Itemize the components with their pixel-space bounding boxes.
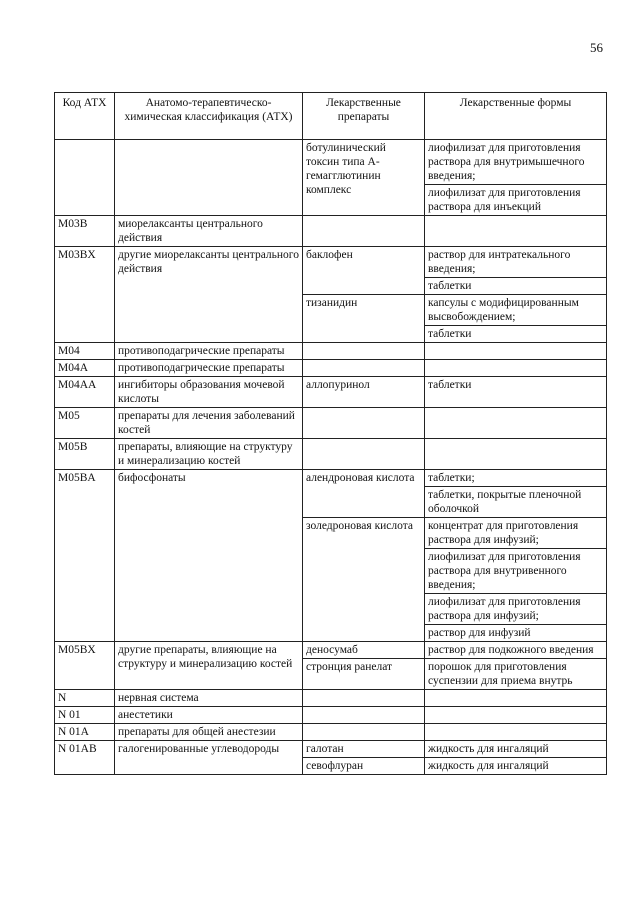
drug-name-cell — [303, 408, 425, 439]
drug-form-item: лиофилизат для приготовления раствора для инъекций — [425, 184, 606, 215]
drug-form-item — [425, 408, 606, 424]
drug-forms-list — [425, 140, 606, 215]
atx-code-cell: M05B — [55, 439, 115, 470]
drug-forms-cell — [425, 439, 607, 470]
drug-forms-list — [425, 216, 606, 232]
table-row — [55, 408, 607, 439]
atx-classification-cell: противоподагрические препараты — [115, 343, 303, 360]
drug-name-cell: севофлуран — [303, 758, 425, 775]
drug-forms-cell — [425, 470, 607, 518]
drug-forms-cell — [425, 343, 607, 360]
drug-forms-list — [425, 724, 606, 740]
drug-form-item: таблетки; — [428, 472, 475, 484]
atx-classification-cell — [115, 140, 303, 216]
drug-form-item: порошок для приготовления суспензии для приема внутрь — [428, 661, 573, 687]
atx-classification-cell: галогенированные углеводороды — [115, 741, 303, 775]
table-row — [55, 707, 607, 724]
table-row — [55, 724, 607, 741]
atx-classification-cell: ингибиторы образования мочевой кислоты — [115, 377, 303, 408]
atx-classification-cell: анестетики — [115, 707, 303, 724]
drug-forms-cell — [425, 690, 607, 707]
drug-name-cell — [303, 707, 425, 724]
drug-form-item: лиофилизат для приготовления раствора для инфузий; — [425, 593, 606, 624]
header-forms: Лекарственные формы — [425, 93, 607, 140]
drug-name-cell: баклофен — [303, 247, 425, 295]
drug-form-item: таблетки — [425, 277, 606, 294]
table-row — [55, 439, 607, 470]
drug-forms-list — [425, 439, 606, 455]
drug-form-item — [425, 707, 606, 723]
drug-name-cell: золедроновая кислота — [303, 518, 425, 642]
drug-forms-list — [425, 518, 606, 641]
header-drugs: Лекарственные препараты — [303, 93, 425, 140]
table-row — [55, 247, 607, 295]
drug-forms-list — [425, 758, 606, 774]
drug-forms-cell — [425, 216, 607, 247]
atx-code-cell: N 01AB — [55, 741, 115, 775]
atx-code-cell: M03BX — [55, 247, 115, 343]
drug-name-cell — [303, 690, 425, 707]
drug-form-item — [425, 690, 606, 706]
atx-classification-cell: миорелаксанты центрального действия — [115, 216, 303, 247]
atx-code-cell: M05 — [55, 408, 115, 439]
table-row — [55, 216, 607, 247]
drug-forms-list — [425, 470, 606, 517]
drug-forms-list — [425, 360, 606, 376]
drug-forms-cell — [425, 707, 607, 724]
atx-table — [54, 92, 607, 775]
drug-forms-cell — [425, 758, 607, 775]
atx-classification-cell: препараты, влияющие на структуру и минерализацию костей — [115, 439, 303, 470]
table-row — [55, 642, 607, 659]
drug-forms-list — [425, 741, 606, 757]
drug-forms-list — [425, 408, 606, 424]
drug-form-item: лиофилизат для приготовления раствора для внутривенного введения; — [425, 548, 606, 593]
drug-name-cell: стронция ранелат — [303, 659, 425, 690]
drug-forms-cell — [425, 518, 607, 642]
drug-forms-list — [425, 295, 606, 342]
drug-forms-cell — [425, 247, 607, 295]
atx-code-cell: M04AA — [55, 377, 115, 408]
table-row — [55, 690, 607, 707]
atx-classification-cell: бифосфонаты — [115, 470, 303, 642]
atx-code-cell: M05BA — [55, 470, 115, 642]
drug-name-cell — [303, 216, 425, 247]
atx-classification-cell: препараты для общей анестезии — [115, 724, 303, 741]
atx-code-cell: N 01 — [55, 707, 115, 724]
table-row — [55, 360, 607, 377]
drug-name-cell: аллопуринол — [303, 377, 425, 408]
table-row — [55, 741, 607, 758]
drug-form-item — [425, 216, 606, 232]
drug-form-item: жидкость для ингаляций — [428, 760, 549, 772]
drug-form-item: капсулы с модифицированным высвобождением; — [428, 297, 579, 323]
drug-forms-cell — [425, 724, 607, 741]
drug-name-cell — [303, 360, 425, 377]
drug-forms-cell — [425, 659, 607, 690]
header-code: Код АТХ — [55, 93, 115, 140]
drug-name-cell: алендроновая кислота — [303, 470, 425, 518]
drug-forms-cell — [425, 642, 607, 659]
table-row — [55, 470, 607, 518]
drug-forms-list — [425, 659, 606, 689]
drug-form-item: таблетки, покрытые пленочной оболочкой — [425, 486, 606, 517]
drug-form-item: концентрат для приготовления раствора для инфузий; — [428, 520, 579, 546]
drug-forms-cell — [425, 741, 607, 758]
drug-name-cell — [303, 343, 425, 360]
atx-code-cell: M04A — [55, 360, 115, 377]
drug-forms-cell — [425, 360, 607, 377]
drug-forms-cell — [425, 295, 607, 343]
atx-classification-cell: противоподагрические препараты — [115, 360, 303, 377]
drug-name-cell — [303, 724, 425, 741]
drug-form-item: лиофилизат для приготовления раствора для внутримышечного введения; — [428, 142, 585, 182]
atx-code-cell — [55, 140, 115, 216]
atx-code-cell: N 01A — [55, 724, 115, 741]
drug-forms-list — [425, 247, 606, 294]
drug-form-item — [425, 360, 606, 376]
drug-form-item — [425, 724, 606, 740]
drug-form-item: жидкость для ингаляций — [428, 743, 549, 755]
drug-forms-list — [425, 642, 606, 658]
drug-form-item: раствор для интратекального введения; — [428, 249, 571, 275]
drug-forms-list — [425, 707, 606, 723]
table-row — [55, 343, 607, 360]
drug-forms-list — [425, 343, 606, 359]
atx-classification-cell: другие миорелаксанты центрального действия — [115, 247, 303, 343]
drug-form-item: таблетки — [425, 325, 606, 342]
header-classification: Анатомо-терапевтическо-химическая классификация (АТХ) — [115, 93, 303, 140]
drug-forms-list — [425, 377, 606, 393]
drug-form-item: раствор для инфузий — [425, 624, 606, 641]
drug-name-cell: деносумаб — [303, 642, 425, 659]
atx-code-cell: M05BX — [55, 642, 115, 690]
drug-forms-list — [425, 690, 606, 706]
drug-form-item: раствор для подкожного введения — [428, 644, 594, 656]
drug-form-item: таблетки — [428, 379, 472, 391]
table-row — [55, 377, 607, 408]
atx-classification-cell: препараты для лечения заболеваний костей — [115, 408, 303, 439]
table-header-row — [55, 93, 607, 140]
table-body — [55, 140, 607, 775]
atx-code-cell: N — [55, 690, 115, 707]
atx-code-cell: M04 — [55, 343, 115, 360]
table-row — [55, 140, 607, 216]
drug-form-item — [425, 439, 606, 455]
atx-classification-cell: другие препараты, влияющие на структуру и минерализацию костей — [115, 642, 303, 690]
drug-forms-cell — [425, 140, 607, 216]
drug-form-item — [425, 343, 606, 359]
drug-forms-cell — [425, 377, 607, 408]
page-number: 56 — [590, 40, 603, 55]
drug-name-cell — [303, 439, 425, 470]
atx-code-cell: M03B — [55, 216, 115, 247]
drug-name-cell: ботулинический токсин типа А-гемагглютинин комплекс — [303, 140, 425, 216]
drug-forms-cell — [425, 408, 607, 439]
drug-name-cell: тизанидин — [303, 295, 425, 343]
drug-name-cell: галотан — [303, 741, 425, 758]
atx-classification-cell: нервная система — [115, 690, 303, 707]
